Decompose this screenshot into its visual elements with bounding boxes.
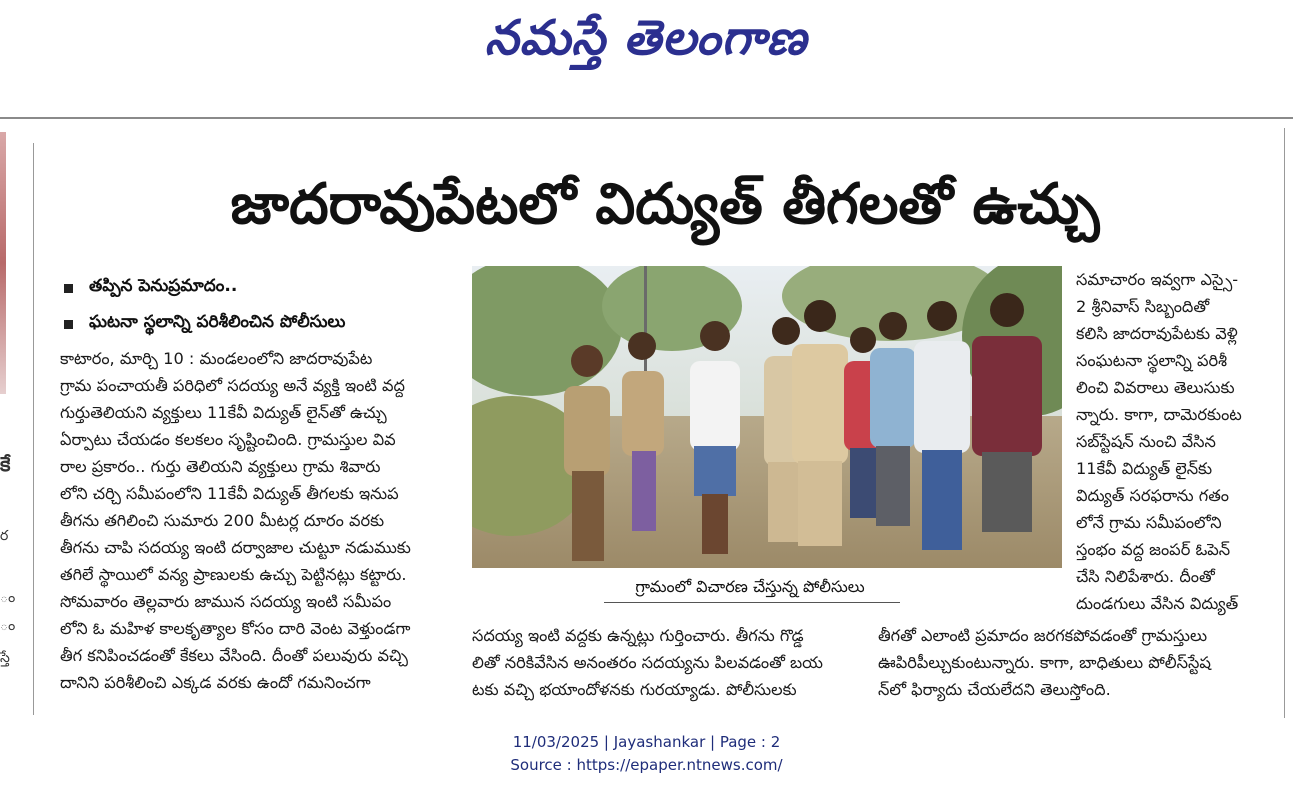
text-line: 11కేవీ విద్యుత్ లైన్‌కు bbox=[1076, 459, 1213, 478]
text-line: కలిసి జాదరావుపేటకు వెళ్లి bbox=[1076, 324, 1238, 343]
text-line: 2 శ్రీనివాస్ సిబ్బందితో bbox=[1076, 297, 1210, 316]
text-line: టకు వచ్చి భయాందోళనకు గురయ్యాడు. పోలీసులకు bbox=[472, 680, 797, 699]
text-line: ఊపిరిపీల్చుకుంటున్నారు. కాగా, బాధితులు పోలీస్‌స్టేష bbox=[878, 653, 1211, 672]
column-frame-left bbox=[33, 143, 34, 715]
text-line: తీగను తగిలించి సుమారు 200 మీటర్ల దూరం వరకు bbox=[60, 511, 385, 530]
text-line: లితో నరికివేసిన అనంతరం సదయ్యను పిలవడంతో బయ bbox=[472, 653, 823, 672]
text-line: విద్యుత్ సరఫరాను గతం bbox=[1076, 486, 1229, 505]
text-line: లోని ఓ మహిళ కాలకృత్యాల కోసం దారి వెంట వెళ్తుండగా bbox=[60, 619, 411, 638]
text-line: ఏర్పాటు చేయడం కలకలం సృష్టించింది. గ్రామస్తుల వివ bbox=[60, 430, 396, 449]
photo-caption: గ్రామంలో విచారణ చేస్తున్న పోలీసులు bbox=[635, 577, 865, 596]
text-line: తగిలే స్థాయిలో వన్య ప్రాణులకు ఉచ్చు పెట్టినట్లు కట్టారు. bbox=[60, 565, 407, 584]
article-column-2 bbox=[472, 622, 856, 703]
text-line: తీగ కనిపించడంతో కేకలు వేసింది. దీంతో పలువురు వచ్చి bbox=[60, 646, 408, 665]
text-line: లోనే గ్రామ సమీపంలోని bbox=[1076, 513, 1222, 532]
newspaper-logo: నమస్తే తెలంగాణ bbox=[484, 10, 808, 66]
source-link[interactable]: Source : https://epaper.ntnews.com/ bbox=[510, 756, 783, 774]
article-column-1 bbox=[60, 345, 446, 696]
column-frame-right bbox=[1284, 128, 1285, 718]
edition-info: 11/03/2025 | Jayashankar | Page : 2 bbox=[512, 733, 781, 751]
text-line: గ్రామ పంచాయతీ పరిధిలో సదయ్య అనే వ్యక్తి ఇంటి వద్ద bbox=[60, 376, 405, 395]
text-line: సంఘటనా స్థలాన్ని పరిశీ bbox=[1076, 351, 1228, 370]
text-line: సదయ్య ఇంటి వద్దకు ఉన్నట్లు గుర్తించారు. తీగను గొడ్డ bbox=[472, 626, 804, 645]
text-line: రాల ప్రకారం.. గుర్తు తెలియని వ్యక్తులు గ్రామ శివారు bbox=[60, 457, 381, 476]
adjacent-column-fragment: ం bbox=[0, 590, 16, 606]
adjacent-column-fragment: ర bbox=[0, 528, 9, 544]
article-headline: జాదరావుపేటలో విద్యుత్ తీగలతో ఉచ్చు bbox=[230, 172, 1100, 237]
text-line: న్‌లో ఫిర్యాదు చేయలేదని తెలుస్తోంది. bbox=[878, 680, 1111, 699]
text-line: తీగతో ఎలాంటి ప్రమాదం జరగకపోవడంతో గ్రామస్తులు bbox=[878, 626, 1208, 645]
bullet-square-icon bbox=[64, 284, 73, 293]
sub-heading bbox=[60, 306, 460, 342]
text-line: స్తంభం వద్ద జంపర్ ఓపెన్ bbox=[1076, 540, 1231, 559]
text-line: న్నారు. కాగా, దామెరకుంట bbox=[1076, 405, 1242, 424]
text-line: సోమవారం తెల్లవారు జామున సదయ్య ఇంటి సమీపం bbox=[60, 592, 392, 611]
sub-headings bbox=[60, 270, 460, 342]
text-line: తీగను చాపి సదయ్య ఇంటి దర్వాజాల చుట్టూ నడుముకు bbox=[60, 538, 411, 557]
text-line: సమాచారం ఇవ్వగా ఎస్సై- bbox=[1076, 270, 1239, 289]
adjacent-column-fragment: స్తే bbox=[0, 650, 10, 666]
text-line: సబ్‌స్టేషన్ నుంచి వేసిన bbox=[1076, 432, 1216, 451]
text-line: చేసి నిలిపేశారు. దీంతో bbox=[1076, 567, 1215, 586]
adjacent-column-fragment: కే bbox=[0, 452, 11, 476]
adjacent-photo-strip bbox=[0, 132, 6, 394]
sub-heading-text: తప్పిన పెనుప్రమాదం.. bbox=[89, 276, 238, 296]
page-footer bbox=[0, 731, 1293, 777]
text-line: లోని చర్చి సమీపంలోని 11కేవీ విద్యుత్ తీగలకు ఇనుప bbox=[60, 484, 399, 503]
text-line: కాటారం, మార్చి 10 : మండలంలోని జాదరావుపేట bbox=[60, 349, 373, 368]
text-line: గుర్తుతెలియని వ్యక్తులు 11కేవీ విద్యుత్ లైన్‌తో ఉచ్చు bbox=[60, 403, 387, 422]
article-column-4 bbox=[878, 622, 1262, 703]
caption-underline bbox=[604, 602, 900, 603]
text-line: దుండగులు వేసిన విద్యుత్ bbox=[1076, 594, 1239, 613]
news-photo bbox=[472, 266, 1062, 568]
masthead-divider bbox=[0, 117, 1293, 119]
article-column-3 bbox=[1076, 266, 1261, 617]
text-line: లించి వివరాలు తెలుసుకు bbox=[1076, 378, 1235, 397]
sub-heading bbox=[60, 270, 460, 306]
bullet-square-icon bbox=[64, 320, 73, 329]
sub-heading-text: ఘటనా స్థలాన్ని పరిశీలించిన పోలీసులు bbox=[89, 312, 346, 332]
adjacent-column-fragment: ం bbox=[0, 618, 16, 634]
masthead bbox=[0, 0, 1293, 118]
text-line: దానిని పరిశీలించి ఎక్కడ వరకు ఉందో గమనించగా bbox=[60, 673, 371, 692]
police-inspection-photo bbox=[472, 266, 1062, 568]
